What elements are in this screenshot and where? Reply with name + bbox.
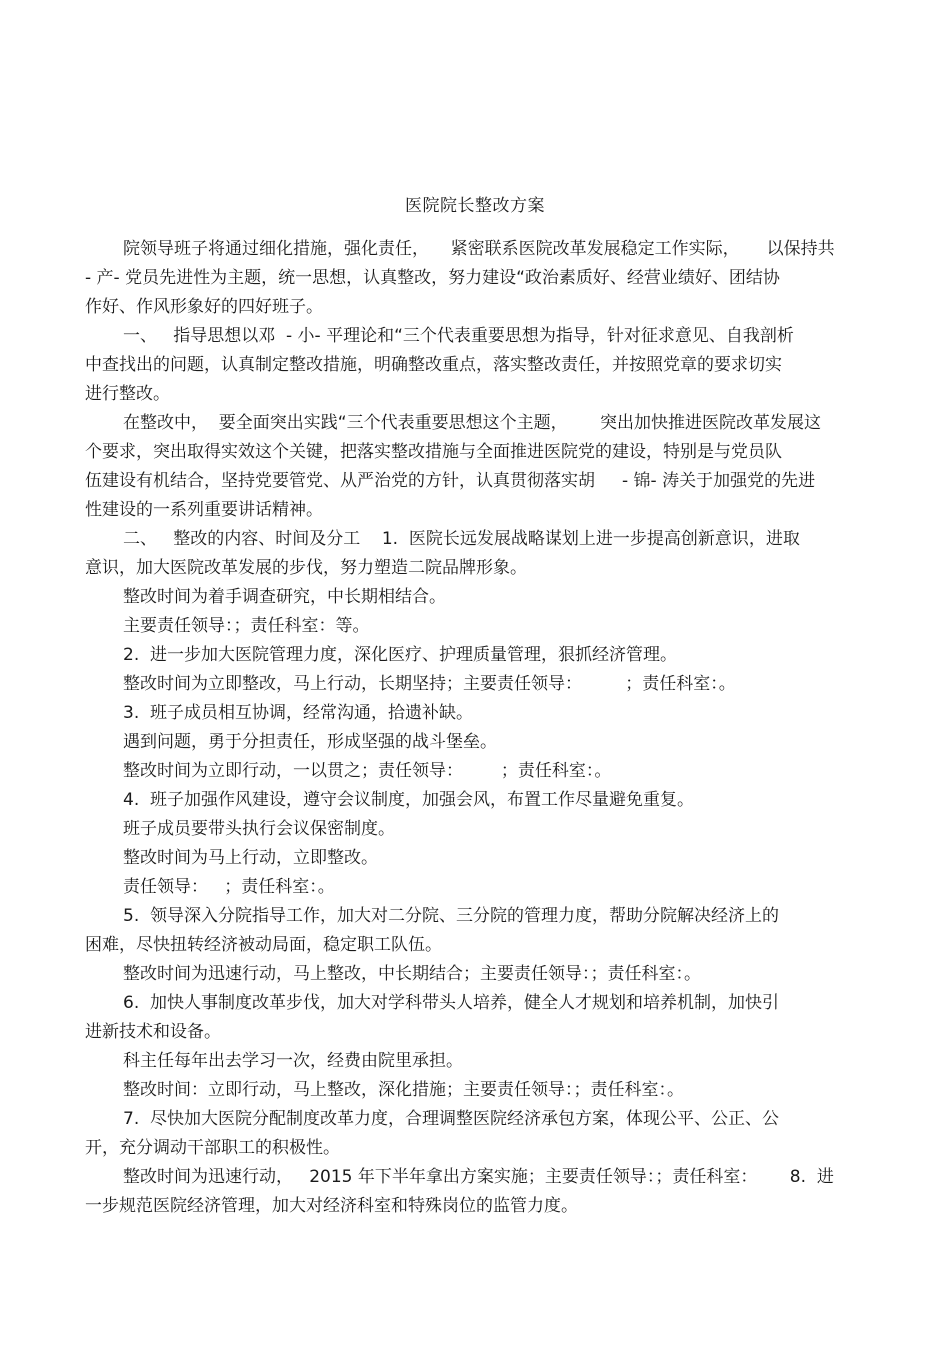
body-line: 整改时间为立即整改，马上行动，长期坚持；主要责任领导： ；责任科室：。 — [123, 674, 736, 694]
body-line: 科主任每年出去学习一次，经费由院里承担。 — [123, 1051, 463, 1071]
body-line: 困难，尽快扭转经济被动局面，稳定职工队伍。 — [85, 935, 442, 955]
body-line: 整改时间为立即行动，一以贯之；责任领导： ；责任科室：。 — [123, 761, 612, 781]
body-line: 在整改中， 要全面突出实践“三个代表重要思想这个主题， 突出加快推进医院改革发展这 — [123, 413, 822, 433]
body-line: 整改时间为迅速行动，马上整改，中长期结合；主要责任领导：；责任科室：。 — [123, 964, 701, 984]
body-line: 一步规范医院经济管理，加大对经济科室和特殊岗位的监管力度。 — [85, 1196, 578, 1216]
body-line: 意识，加大医院改革发展的步伐，努力塑造二院品牌形象。 — [85, 558, 527, 578]
body-line: 4. 班子加强作风建设，遵守会议制度，加强会风，布置工作尽量避免重复。 — [123, 790, 695, 810]
document-title: 医院院长整改方案 — [405, 196, 545, 216]
body-line: 进行整改。 — [85, 384, 170, 404]
body-line: 整改时间为迅速行动， 2015 年下半年拿出方案实施；主要责任领导：；责任科室： 8. 进 — [123, 1167, 834, 1187]
body-line: 整改时间为着手调查研究，中长期相结合。 — [123, 587, 446, 607]
body-line: 遇到问题，勇于分担责任，形成坚强的战斗堡垒。 — [123, 732, 497, 752]
body-line: 整改时间为马上行动，立即整改。 — [123, 848, 378, 868]
body-line: 二、 整改的内容、时间及分工 1. 医院长远发展战略谋划上进一步提高创新意识，进取 — [123, 529, 800, 549]
body-line: 2. 进一步加大医院管理力度，深化医疗、护理质量管理，狠抓经济管理。 — [123, 645, 678, 665]
body-line: 一、 指导思想以邓 - 小- 平理论和“三个代表重要思想为指导，针对征求意见、自我剖析 — [123, 326, 794, 346]
body-line: 整改时间：立即行动，马上整改，深化措施；主要责任领导：；责任科室：。 — [123, 1080, 684, 1100]
body-line: 开，充分调动干部职工的积极性。 — [85, 1138, 340, 1158]
body-line: 6. 加快人事制度改革步伐，加大对学科带头人培养，健全人才规划和培养机制，加快引 — [123, 993, 780, 1013]
body-line: 3. 班子成员相互协调，经常沟通，拾遗补缺。 — [123, 703, 474, 723]
body-line: 中查找出的问题，认真制定整改措施，明确整改重点，落实整改责任，并按照党章的要求切实 — [85, 355, 782, 375]
body-line: 主要责任领导：；责任科室：等。 — [123, 616, 370, 636]
body-line: 进新技术和设备。 — [85, 1022, 221, 1042]
body-line: 作好、作风形象好的四好班子。 — [85, 297, 323, 317]
body-line: 性建设的一系列重要讲话精神。 — [85, 500, 323, 520]
body-line: 班子成员要带头执行会议保密制度。 — [123, 819, 395, 839]
body-line: 伍建设有机结合，坚持党要管党、从严治党的方针，认真贯彻落实胡 - 锦- 涛关于加强党的先进 — [85, 471, 816, 491]
body-line: 责任领导： ；责任科室：。 — [123, 877, 335, 897]
body-line: 7. 尽快加大医院分配制度改革力度，合理调整医院经济承包方案，体现公平、公正、公 — [123, 1109, 780, 1129]
body-line: 5. 领导深入分院指导工作，加大对二分院、三分院的管理力度，帮助分院解决经济上的 — [123, 906, 780, 926]
body-line: 个要求，突出取得实效这个关键，把落实整改措施与全面推进医院党的建设，特别是与党员队 — [85, 442, 782, 462]
body-line: 院领导班子将通过细化措施，强化责任， 紧密联系医院改革发展稳定工作实际， 以保持共 — [123, 239, 835, 259]
body-line: - 产- 党员先进性为主题，统一思想，认真整改，努力建设“政治素质好、经营业绩好、团结协 — [85, 268, 780, 288]
